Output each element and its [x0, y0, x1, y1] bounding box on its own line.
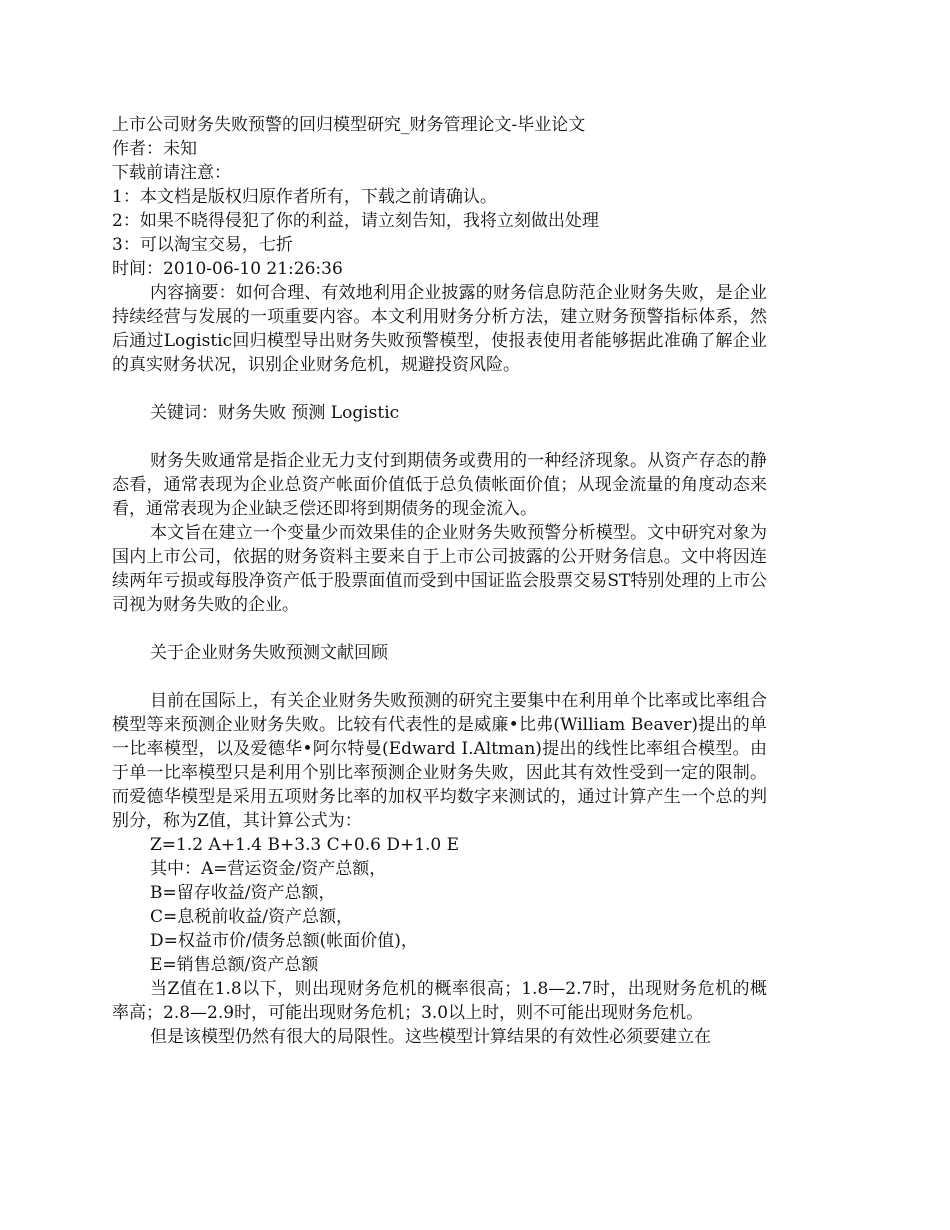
definition-a: 其中：A=营运资金/资产总额， — [150, 859, 387, 879]
notice-item-1: 1：本文档是版权归原作者所有，下载之前请确认。 — [112, 187, 497, 207]
timestamp-line: 时间：2010-06-10 21:26:36 — [112, 259, 343, 279]
spacer — [112, 665, 767, 689]
keywords-line: 关键词：财务失败 预测 Logistic — [150, 403, 400, 423]
notice-item-3: 3：可以淘宝交易，七折 — [112, 235, 293, 255]
body-paragraph-5: 但是该模型仍然有很大的局限性。这些模型计算结果的有效性必须要建立在 — [150, 1027, 711, 1047]
notice-heading: 下载前请注意： — [112, 163, 231, 183]
definition-e: E=销售总额/资产总额 — [150, 955, 319, 975]
definition-d: D=权益市价/债务总额(帐面价值)， — [150, 931, 418, 951]
body-paragraph-2: 本文旨在建立一个变量少而效果佳的企业财务失败预警分析模型。文中研究对象为国内上市公司，依据的财务资料主要来自于上市公司披露的公开财务信息。文中将因连续两年亏损或每股净资产低于股票面值而受到中国证监会股票交易ST特别处理的上市公司视为财务失败的企业。 — [112, 523, 767, 615]
body-paragraph-4: 当Z值在1.8以下，则出现财务危机的概率很高；1.8—2.7时，出现财务危机的概率高；2.8—2.9时，可能出现财务危机；3.0以上时，则不可能出现财务危机。 — [112, 979, 767, 1023]
spacer — [112, 425, 767, 449]
definition-b: B=留存收益/资产总额， — [150, 883, 336, 903]
definition-c: C=息税前收益/资产总额， — [150, 907, 353, 927]
author-line: 作者：未知 — [112, 139, 197, 159]
spacer — [112, 617, 767, 641]
body-paragraph-1: 财务失败通常是指企业无力支付到期债务或费用的一种经济现象。从资产存态的静态看，通常表现为企业总资产帐面价值低于总负债帐面价值；从现金流量的角度动态来看，通常表现为企业缺乏偿还即将到期债务的现金流入。 — [112, 451, 767, 519]
abstract-paragraph: 内容摘要：如何合理、有效地利用企业披露的财务信息防范企业财务失败，是企业持续经营与发展的一项重要内容。本文利用财务分析方法，建立财务预警指标体系，然后通过Logistic回归模型导出财务失败预警模型，使报表使用者能够据此准确了解企业的真实财务状况，识别企业财务危机，规避投资风险。 — [112, 283, 767, 375]
section-heading: 关于企业财务失败预测文献回顾 — [150, 643, 388, 663]
body-paragraph-3: 目前在国际上，有关企业财务失败预测的研究主要集中在利用单个比率或比率组合模型等来预测企业财务失败。比较有代表性的是威廉•比弗(William Beaver)提出的单一比率模型，以及爱德华•阿尔特曼(Edward I.Altman)提出的线性比率组合模型。由于单一比率模型只是利用个别比率预测企业财务失败，因此其有效性受到一定的限制。而爱德华模型是采用五项财务比率的加权平均数字来测试的，通过计算产生一个总的判别分，称为Z值，其计算公式为： — [112, 691, 767, 831]
document-page — [112, 113, 767, 1049]
z-formula: Z=1.2 A+1.4 B+3.3 C+0.6 D+1.0 E — [150, 835, 460, 855]
spacer — [112, 377, 767, 401]
document-title: 上市公司财务失败预警的回归模型研究_财务管理论文-毕业论文 — [112, 115, 586, 135]
notice-item-2: 2：如果不晓得侵犯了你的利益，请立刻告知，我将立刻做出处理 — [112, 211, 599, 231]
